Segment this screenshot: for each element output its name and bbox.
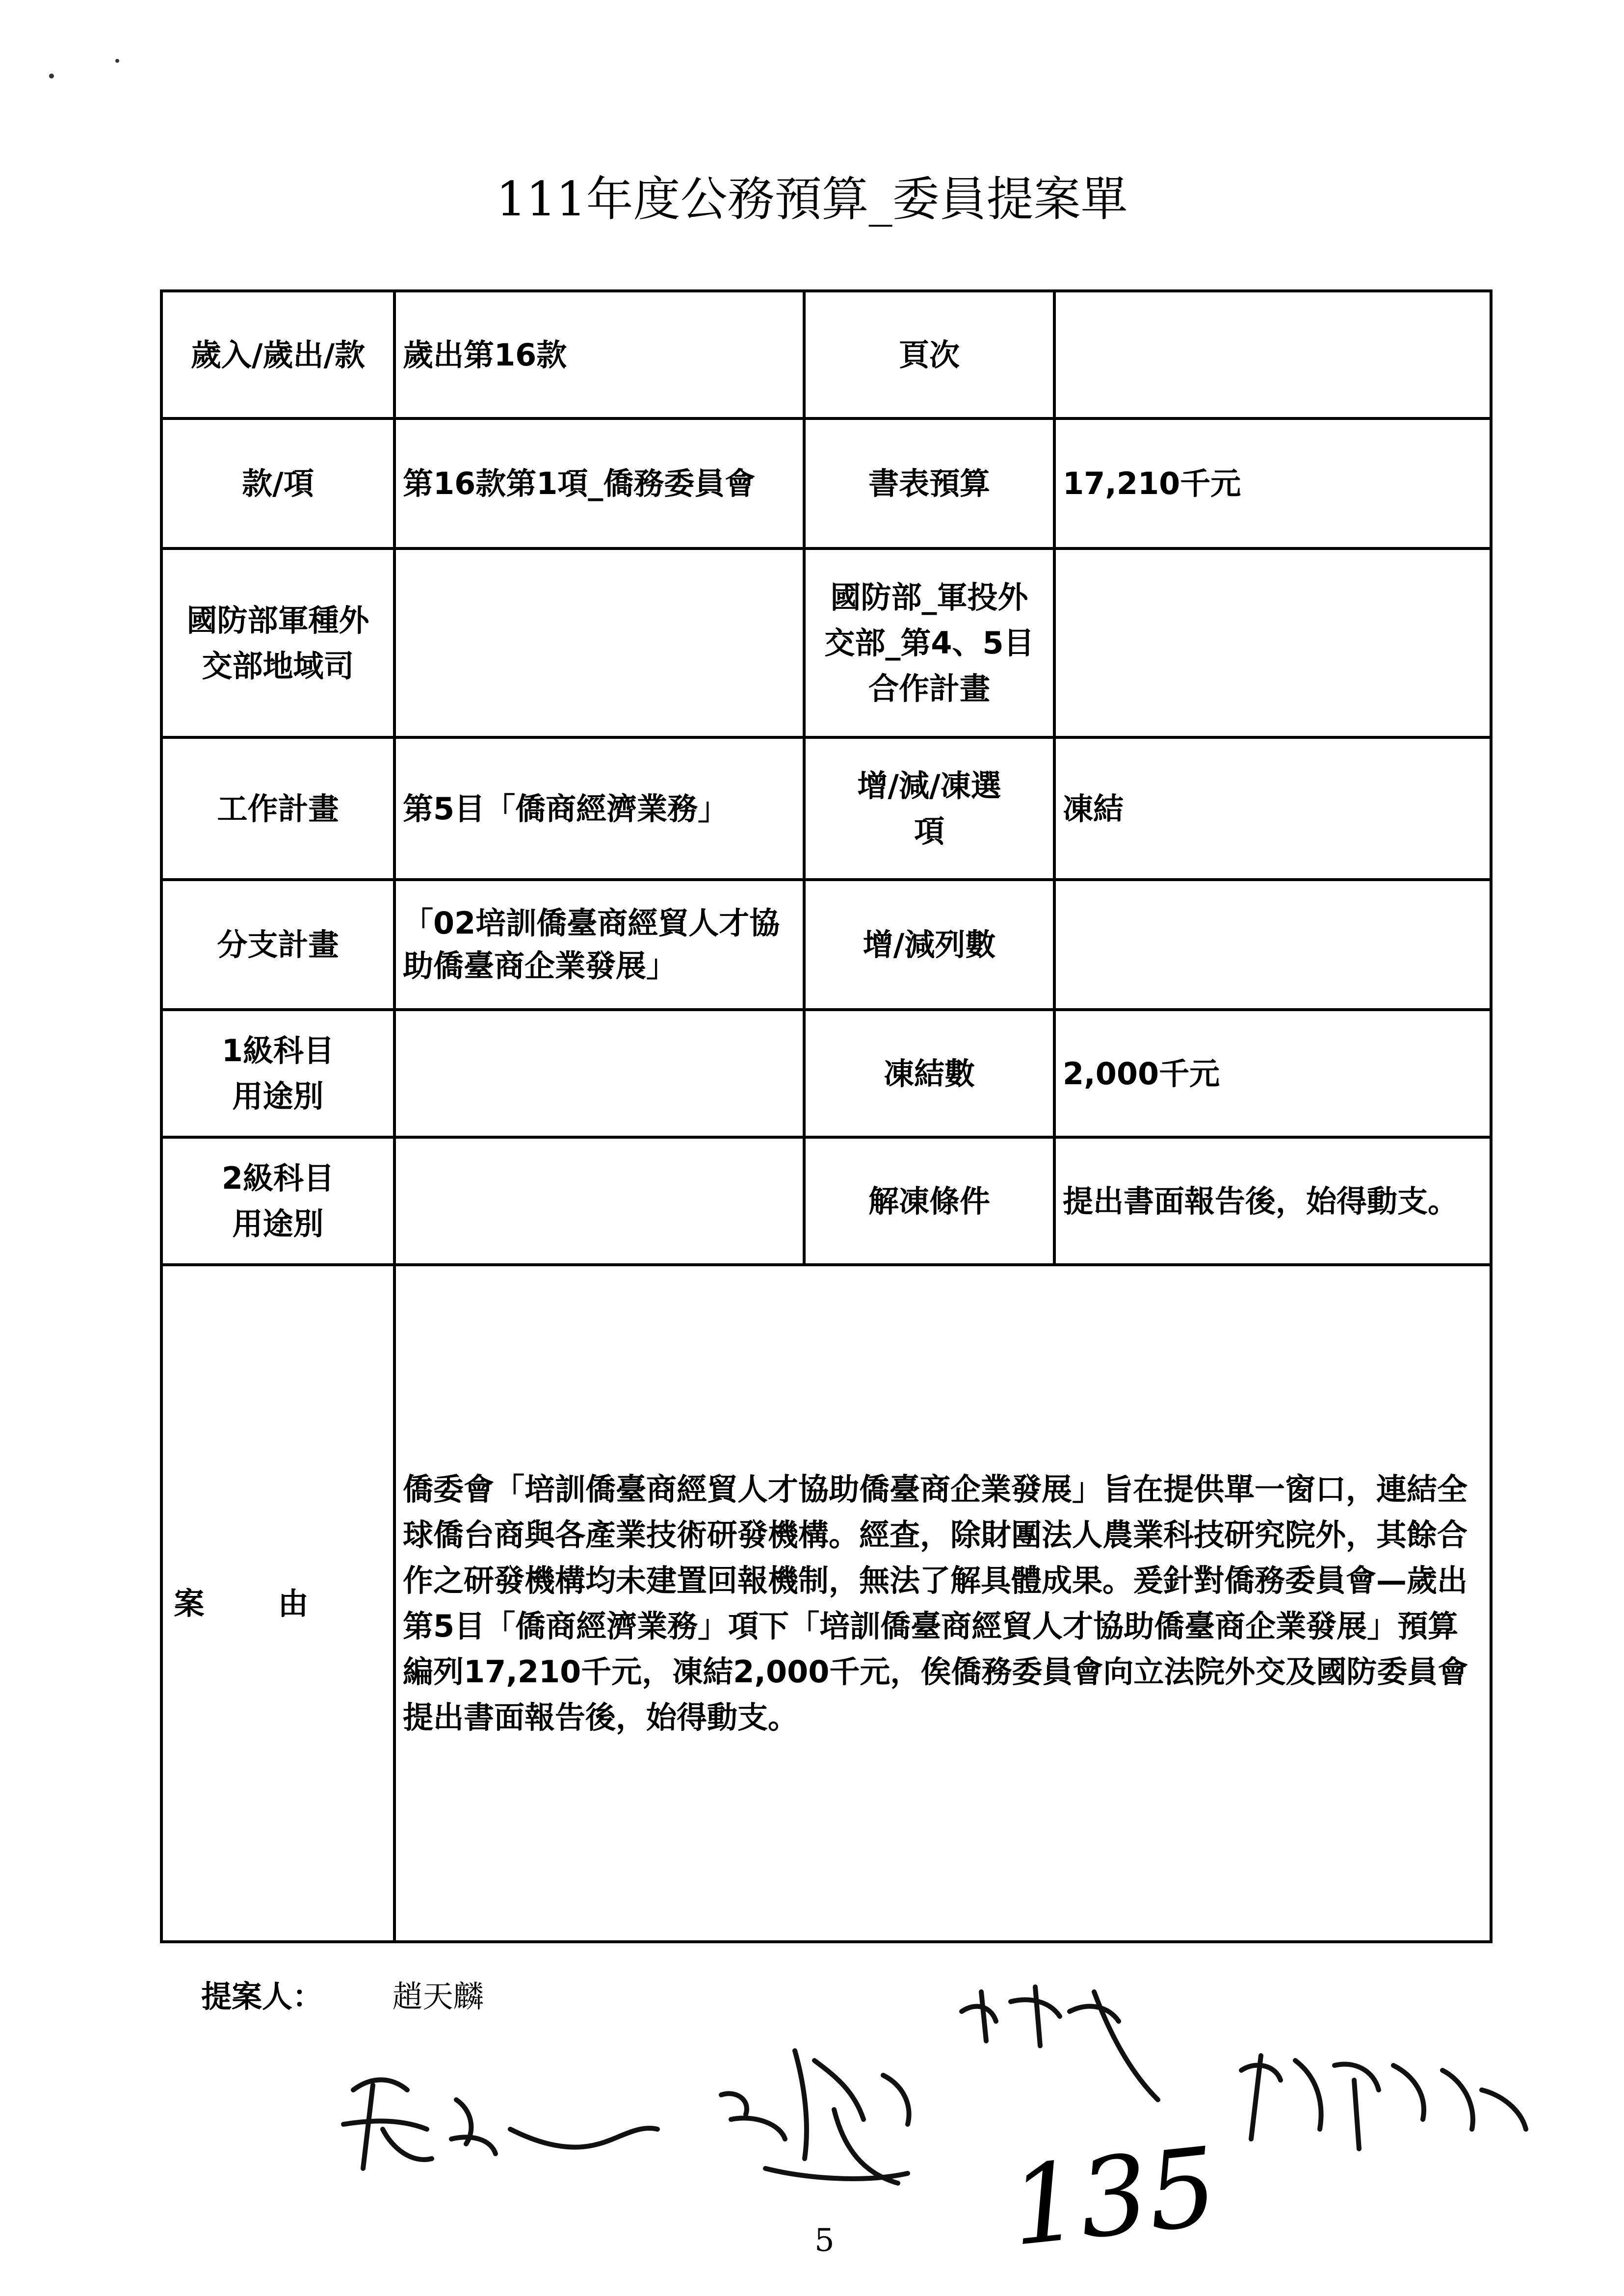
label-level2-subject: 2級科目用途別 xyxy=(161,1137,394,1265)
value-cooperation-plan xyxy=(1054,548,1491,737)
proposer-label: 提案人： xyxy=(201,1979,323,2014)
value-adjust-option: 凍結 xyxy=(1054,737,1491,880)
table-row xyxy=(161,418,1491,548)
value-level1-subject xyxy=(394,1010,804,1137)
proposal-form-table xyxy=(160,289,1493,1943)
label-frozen-amount: 凍結數 xyxy=(804,1010,1054,1137)
value-section: 第16款第1項_僑務委員會 xyxy=(394,418,804,548)
label-cooperation-plan: 國防部_軍投外交部_第4、5目合作計畫 xyxy=(804,548,1054,737)
value-defense-dept xyxy=(394,548,804,737)
label-page: 頁次 xyxy=(804,291,1054,418)
label-adjust-option: 增/減/凍選項 xyxy=(804,737,1054,880)
signature-2 xyxy=(721,2051,909,2183)
page-title: 111年度公務預算_委員提案單 xyxy=(496,172,1128,227)
value-budget-type: 歲出第16款 xyxy=(394,291,804,418)
label-budget-type: 歲入/歲出/款 xyxy=(161,291,394,418)
value-work-plan: 第5目「僑商經濟業務」 xyxy=(394,737,804,880)
page-number: 5 xyxy=(814,2222,835,2259)
table-row xyxy=(161,880,1491,1010)
label-section: 款/項 xyxy=(161,418,394,548)
label-branch-plan: 分支計畫 xyxy=(161,880,394,1010)
table-row xyxy=(161,1010,1491,1137)
value-unfreeze-condition: 提出書面報告後，始得動支。 xyxy=(1054,1137,1491,1265)
scan-speck xyxy=(49,74,54,78)
value-level2-subject xyxy=(394,1137,804,1265)
value-page xyxy=(1054,291,1491,418)
value-branch-plan: 「02培訓僑臺商經貿人才協助僑臺商企業發展」 xyxy=(394,880,804,1010)
signature-3 xyxy=(962,1987,1158,2100)
value-reason: 僑委會「培訓僑臺商經貿人才協助僑臺商企業發展」旨在提供單一窗口，連結全球僑台商與各產業技術研發機構。經查，除財團法人農業科技研究院外，其餘合作之研發機構均未建置回報機制，無法了解具體成果。爰針對僑務委員會—歲出第5目「僑商經濟業務」項下「培訓僑臺商經貿人才協助僑臺商企業發展」預算編列17,210千元，凍結2,000千元，俟僑務委員會向立法院外交及國防委員會提出書面報告後，始得動支。 xyxy=(394,1265,1491,1942)
table-row xyxy=(161,291,1491,418)
scan-speck xyxy=(115,59,119,63)
label-work-plan: 工作計畫 xyxy=(161,737,394,880)
signature-1 xyxy=(343,2080,657,2168)
table-row xyxy=(161,548,1491,737)
proposer-name: 趙天麟 xyxy=(392,1979,484,2014)
table-row xyxy=(161,1265,1491,1942)
label-unfreeze-condition: 解凍條件 xyxy=(804,1137,1054,1265)
signature-4 xyxy=(1241,2056,1526,2149)
label-adjust-amount: 增/減列數 xyxy=(804,880,1054,1010)
stamp-number: 135 xyxy=(1004,2123,1223,2270)
label-reason: 案由 xyxy=(161,1265,394,1942)
value-book-budget: 17,210千元 xyxy=(1054,418,1491,548)
proposer xyxy=(201,1972,484,2016)
label-level1-subject: 1級科目用途別 xyxy=(161,1010,394,1137)
table-row xyxy=(161,737,1491,880)
value-adjust-amount xyxy=(1054,880,1491,1010)
label-book-budget: 書表預算 xyxy=(804,418,1054,548)
value-frozen-amount: 2,000千元 xyxy=(1054,1010,1491,1137)
label-defense-dept: 國防部軍種外交部地域司 xyxy=(161,548,394,737)
table-row xyxy=(161,1137,1491,1265)
